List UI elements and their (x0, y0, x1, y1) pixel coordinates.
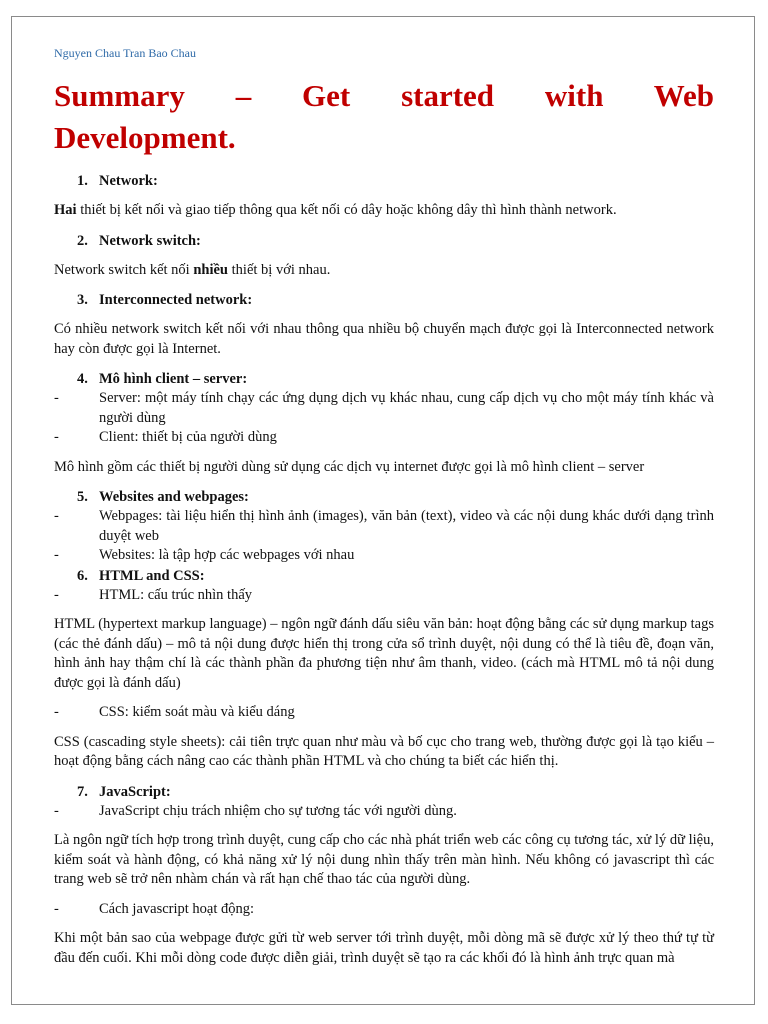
document-body (54, 44, 714, 968)
document-title (54, 75, 714, 159)
title-line-1: Summary – Get started with Web (54, 78, 714, 113)
list-item: - Client: thiết bị của người dùng (54, 429, 277, 445)
author-name: Nguyen Chau Tran Bao Chau (54, 46, 196, 60)
section-6-html-paragraph: HTML (hypertext markup language) – ngôn ngữ đánh dấu siêu văn bản: hoạt động bằng các sử dụng markup tags (các thẻ đánh dấu) – mô tả nội dung được hiển thị trong cửa sổ trình duyệt, nội dung có thể là tiêu đề, đoạn văn, hình ảnh hay thậm chí là các thành phần đa phương tiện như âm thanh, video. (cách mà HTML mô tả nội dung được gọi là đánh dấu) (54, 616, 714, 691)
section-7-paragraph-2: Khi một bản sao của webpage được gửi từ web server tới trình duyệt, mỗi dòng mã sẽ được xử lý theo thứ tự từ đầu đến cuối. Khi mỗi dòng code được diễn giải, trình duyệt sẽ tạo ra các khối đó là hình ảnh trực quan mà (54, 930, 714, 966)
title-line-2: Development. (54, 120, 236, 155)
list-item: - HTML: cấu trúc nhìn thấy (54, 586, 253, 603)
section-6-css-paragraph: CSS (cascading style sheets): cải tiên trực quan như màu và bố cục cho trang web, thường được gọi là tạo kiểu – hoạt động bằng cách nâng cao các thành phần HTML và cho chúng ta biết các hiển thị. (54, 733, 714, 769)
list-item: - Server: một máy tính chạy các ứng dụng dịch vụ khác nhau, cung cấp dịch vụ cho một máy tính khác và người dùng (54, 390, 714, 426)
list-item: - Cách javascript hoạt động: (54, 900, 255, 917)
section-3-paragraph: Có nhiều network switch kết nối với nhau thông qua nhiều bộ chuyển mạch được gọi là Interconnected network hay còn được gọi là Internet. (54, 321, 714, 357)
document-page (11, 16, 755, 1005)
section-1-paragraph: Hai thiết bị kết nối và giao tiếp thông qua kết nối có dây hoặc không dây thì hình thành network. (54, 202, 617, 218)
section-7-heading: 7. JavaScript: (77, 783, 171, 800)
list-item: - JavaScript chịu trách nhiệm cho sự tương tác với người dùng. (54, 802, 457, 819)
section-1-heading: 1. Network: (77, 173, 158, 189)
section-3-heading: 3. Interconnected network: (77, 292, 253, 308)
section-4-heading: 4. Mô hình client – server: (77, 371, 248, 387)
list-item: - CSS: kiểm soát màu và kiểu dáng (54, 704, 295, 720)
list-item: - Websites: là tập hợp các webpages với nhau (54, 547, 355, 563)
section-4-paragraph: Mô hình gồm các thiết bị người dùng sử dụng các dịch vụ internet được gọi là mô hình client – server (54, 458, 645, 475)
section-2-paragraph: Network switch kết nối nhiều thiết bị với nhau. (54, 261, 331, 278)
section-7-paragraph-1: Là ngôn ngữ tích hợp trong trình duyệt, cung cấp cho các nhà phát triển web các công cụ tương tác, xử lý dữ liệu, kiểm soát và hành động, có khả năng xử lý nội dung nhìn thấy trên màn hình. Nếu không có javascript thì các trang web sẽ trở nên nhàm chán và rất hạn chế thao tác của người dùng. (54, 832, 714, 887)
section-2-heading: 2. Network switch: (77, 232, 201, 249)
section-5-heading: 5. Websites and webpages: (77, 489, 249, 505)
section-6-heading: 6. HTML and CSS: (77, 567, 205, 584)
list-item: - Webpages: tài liệu hiển thị hình ảnh (images), văn bản (text), video và các nội dung khác dưới dạng trình duyệt web (54, 508, 714, 544)
